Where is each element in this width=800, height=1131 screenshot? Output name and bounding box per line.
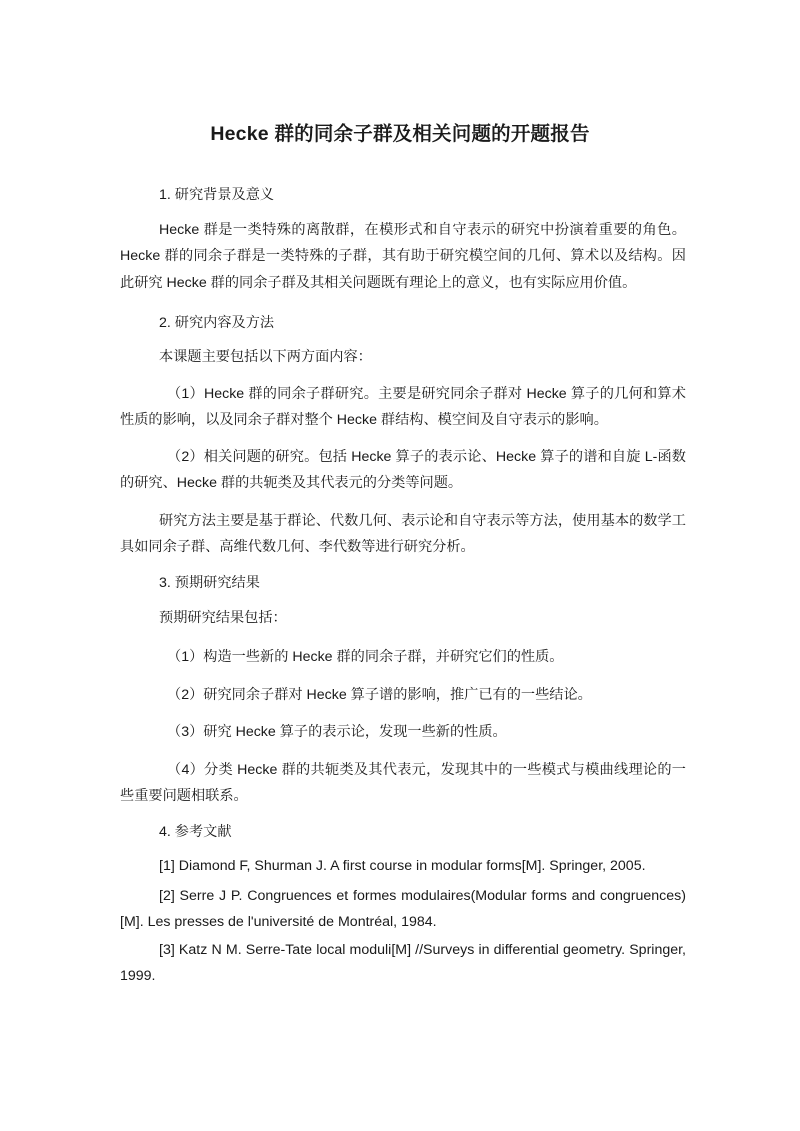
section-heading-background: 1. 研究背景及意义 xyxy=(159,187,275,203)
paragraph-result-item-1: （1）构造一些新的 Hecke 群的同余子群，并研究它们的性质。 xyxy=(167,649,564,665)
reference-item-2: [2] Serre J P. Congruences et formes modulaires(Modular forms and congruences)[M]. Les presses de l'université de Montréal, 1984. xyxy=(120,888,686,930)
section-heading-content-methods: 2. 研究内容及方法 xyxy=(159,315,275,331)
reference-item-3: [3] Katz N M. Serre-Tate local moduli[M] //Surveys in differential geometry. Springer, 1999. xyxy=(120,942,686,984)
paragraph-content-item-1: （1）Hecke 群的同余子群研究。主要是研究同余子群对 Hecke 算子的几何和算术性质的影响，以及同余子群对整个 Hecke 群结构、模空间及自守表示的影响。 xyxy=(120,386,686,429)
paragraph-result-item-2: （2）研究同余子群对 Hecke 算子谱的影响，推广已有的一些结论。 xyxy=(167,687,592,703)
paragraph-methods: 研究方法主要是基于群论、代数几何、表示论和自守表示等方法，使用基本的数学工具如同余子群、高维代数几何、李代数等进行研究分析。 xyxy=(120,513,686,556)
paragraph-result-item-3: （3）研究 Hecke 算子的表示论，发现一些新的性质。 xyxy=(167,724,507,740)
paragraph-content-item-2: （2）相关问题的研究。包括 Hecke 算子的表示论、Hecke 算子的谱和自旋 L-函数的研究、Hecke 群的共轭类及其代表元的分类等问题。 xyxy=(120,449,686,492)
paragraph-results-intro: 预期研究结果包括： xyxy=(159,610,287,626)
document-title: Hecke 群的同余子群及相关问题的开题报告 xyxy=(210,123,590,145)
paragraph-result-item-4: （4）分类 Hecke 群的共轭类及其代表元，发现其中的一些模式与模曲线理论的一些重要问题相联系。 xyxy=(120,762,686,805)
section-heading-expected-results: 3. 预期研究结果 xyxy=(159,575,260,591)
paragraph-content-intro: 本课题主要包括以下两方面内容： xyxy=(159,349,372,365)
reference-item-1: [1] Diamond F, Shurman J. A first course in modular forms[M]. Springer, 2005. xyxy=(159,858,646,874)
paragraph-background: Hecke 群是一类特殊的离散群，在模形式和自守表示的研究中扮演着重要的角色。Hecke 群的同余子群是一类特殊的子群，其有助于研究模空间的几何、算术以及结构。因此研究 Hecke 群的同余子群及其相关问题既有理论上的意义，也有实际应用价值。 xyxy=(120,222,686,291)
section-heading-references: 4. 参考文献 xyxy=(159,824,232,840)
